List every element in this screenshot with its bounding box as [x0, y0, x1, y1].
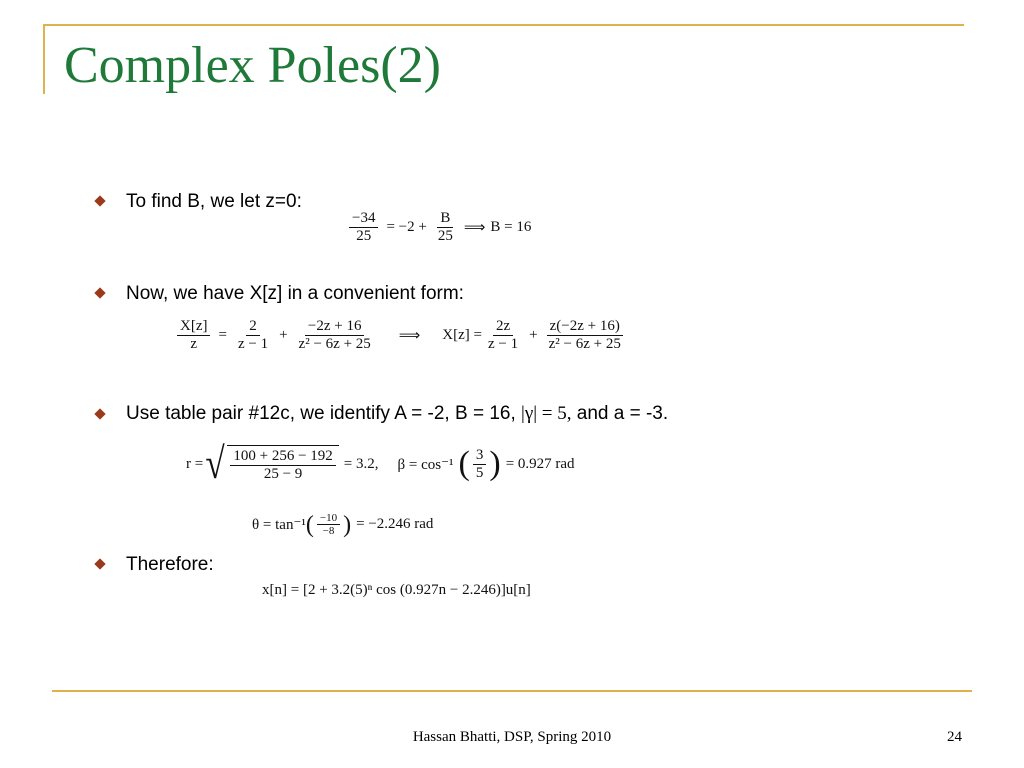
bullet-text: Now, we have X[z] in a convenient form:	[126, 283, 464, 304]
equation-r-beta: r = √ $\frac{100 + 256 - 192}{25 - 9}$ = 3.2, β = cos⁻¹ ( $\frac{3}{5}$ ) = 0.927 rad	[186, 439, 575, 488]
bullet-text: Use table pair #12c, we identify A = -2, B = 16, |γ| = 5, and a = -3.	[126, 403, 669, 424]
fraction: $\frac{3}{5}$	[473, 447, 487, 482]
fraction: $\frac{-2z + 16}{\text{z² − 6z + 25}}$	[298, 318, 371, 352]
footer-text: Hassan Bhatti, DSP, Spring 2010	[412, 729, 612, 745]
bullet-marker	[94, 408, 105, 419]
equation-partial-fractions: $\frac{X[z]}{z}$ = $\frac{2}{z - 1}$ + $\frac{-2z + 16}{\text{z² − 6z + 25}}$ ⟹ X[z] = $\frac{2z}{z - 1}$ + $\frac{z(-2z + 16)}{\text{z² − 6z + 25}}$	[174, 318, 627, 353]
left-accent-line	[43, 24, 45, 94]
fraction: $\frac{B}{25}$	[437, 210, 453, 244]
square-root-sign: √	[205, 439, 225, 488]
bullet-text: To find B, we let z=0:	[126, 191, 302, 212]
bullet-marker	[94, 195, 105, 206]
fraction: $\frac{100 + 256 - 192}{25 - 9}$	[230, 448, 335, 483]
page-number: 24	[947, 729, 962, 745]
top-accent-line	[44, 24, 964, 26]
fraction: $\frac{z(-2z + 16)}{\text{z² − 6z + 25}}$	[548, 318, 621, 352]
fraction: $\frac{2}{z - 1}$	[237, 318, 269, 352]
fraction: $\frac{-34}{25}$	[349, 210, 378, 245]
bullet-marker	[94, 287, 105, 298]
fraction: $\frac{2z}{z - 1}$	[488, 318, 519, 352]
fraction: $\frac{-10}{-8}$	[317, 512, 340, 537]
footer-divider	[52, 690, 972, 692]
bullet-marker	[94, 558, 105, 569]
equation-find-b: $\frac{-34}{25}$ = −2 + $\frac{B}{25}$ ⟹ B = 16	[346, 210, 531, 245]
fraction: $\frac{X[z]}{z}$	[177, 318, 210, 353]
slide-title: Complex Poles(2)	[64, 37, 441, 94]
equation-result: x[n] = [2 + 3.2(5)ⁿ cos (0.927n − 2.246)]u[n]	[262, 582, 531, 598]
equation-theta: θ = tan⁻¹ ( $\frac{-10}{-8}$ ) = −2.246 rad	[252, 511, 434, 538]
bullet-text: Therefore:	[126, 554, 214, 575]
